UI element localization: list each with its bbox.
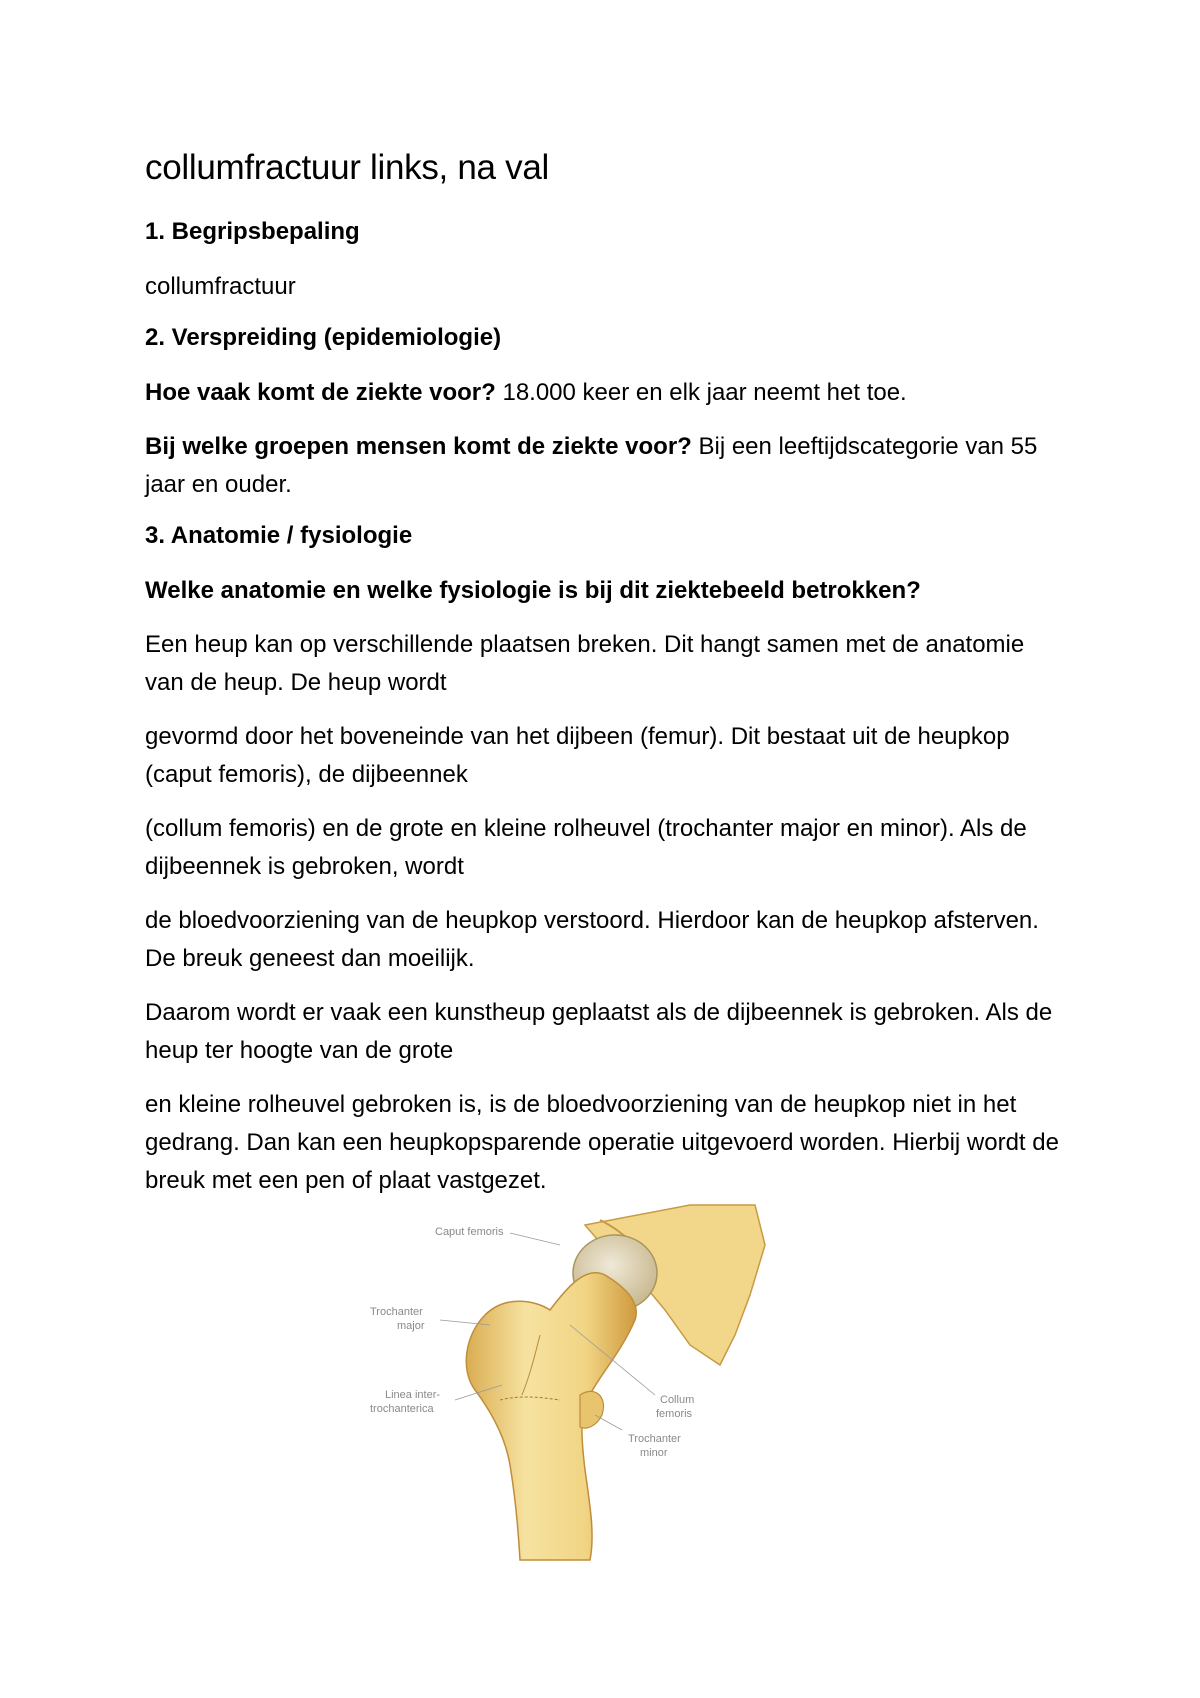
label-caput-femoris: Caput femoris [435, 1226, 504, 1238]
femur-illustration [370, 1205, 770, 1560]
anatomy-paragraph-2: gevormd door het boveneinde van het dijbeen (femur). Dit bestaat uit de heupkop (caput femoris), de dijbeennek [145, 723, 1010, 788]
label-trochanter-minor-2: minor [640, 1447, 668, 1459]
label-trochanter-major-1: Trochanter [370, 1306, 423, 1318]
anatomy-paragraph-6: en kleine rolheuvel gebroken is, is de bloedvoorziening van de heupkop niet in het gedrang. Dan kan een heupkopsparende operatie uitgevoerd worden. Hierbij wordt de breuk met een pen of plaat vastgezet. [145, 1091, 1059, 1194]
label-trochanter-minor-1: Trochanter [628, 1433, 681, 1445]
label-linea-1: Linea inter- [385, 1389, 441, 1401]
begripsbepaling-text: collumfractuur [145, 273, 296, 300]
anatomy-paragraph-5: Daarom wordt er vaak een kunstheup geplaatst als de dijbeennek is gebroken. Als de heup ter hoogte van de grote [145, 999, 1053, 1064]
section-heading-verspreiding: 2. Verspreiding (epidemiologie) [145, 324, 502, 351]
frequency-answer: 18.000 keer en elk jaar neemt het toe. [495, 379, 907, 406]
lesser-trochanter [580, 1391, 603, 1428]
anatomy-paragraph-1: Een heup kan op verschillende plaatsen breken. Dit hangt samen met de anatomie van de heup. De heup wordt [145, 631, 1025, 696]
section-heading-begripsbepaling: 1. Begripsbepaling [145, 218, 360, 245]
anatomy-question [145, 572, 1065, 610]
femur-anatomy-figure [370, 1205, 770, 1560]
document-body [145, 146, 1065, 1216]
frequency-question: Hoe vaak komt de ziekte voor? [145, 379, 496, 406]
label-trochanter-major-2: major [397, 1320, 425, 1332]
frequency-paragraph [145, 374, 1065, 412]
femur-shape [466, 1273, 636, 1560]
anatomy-paragraph-3: (collum femoris) en de grote en kleine rolheuvel (trochanter major en minor). Als de dijbeennek is gebroken, wordt [145, 815, 1027, 880]
label-linea-2: trochanterica [370, 1403, 434, 1415]
groups-paragraph [145, 428, 1065, 504]
anatomy-paragraph-4: de bloedvoorziening van de heupkop verstoord. Hierdoor kan de heupkop afsterven. De breuk geneest dan moeilijk. [145, 907, 1039, 972]
anatomy-question-text: Welke anatomie en welke fysiologie is bij dit ziektebeeld betrokken? [145, 577, 921, 604]
label-collum-1: Collum [660, 1394, 695, 1406]
document-title: collumfractuur links, na val [145, 148, 549, 187]
groups-answer: Bij een leeftijdscategorie van 55 jaar en ouder. [145, 433, 1038, 498]
section-heading-anatomie: 3. Anatomie / fysiologie [145, 522, 413, 549]
label-collum-2: femoris [656, 1408, 693, 1420]
groups-question: Bij welke groepen mensen komt de ziekte voor? [145, 433, 692, 460]
